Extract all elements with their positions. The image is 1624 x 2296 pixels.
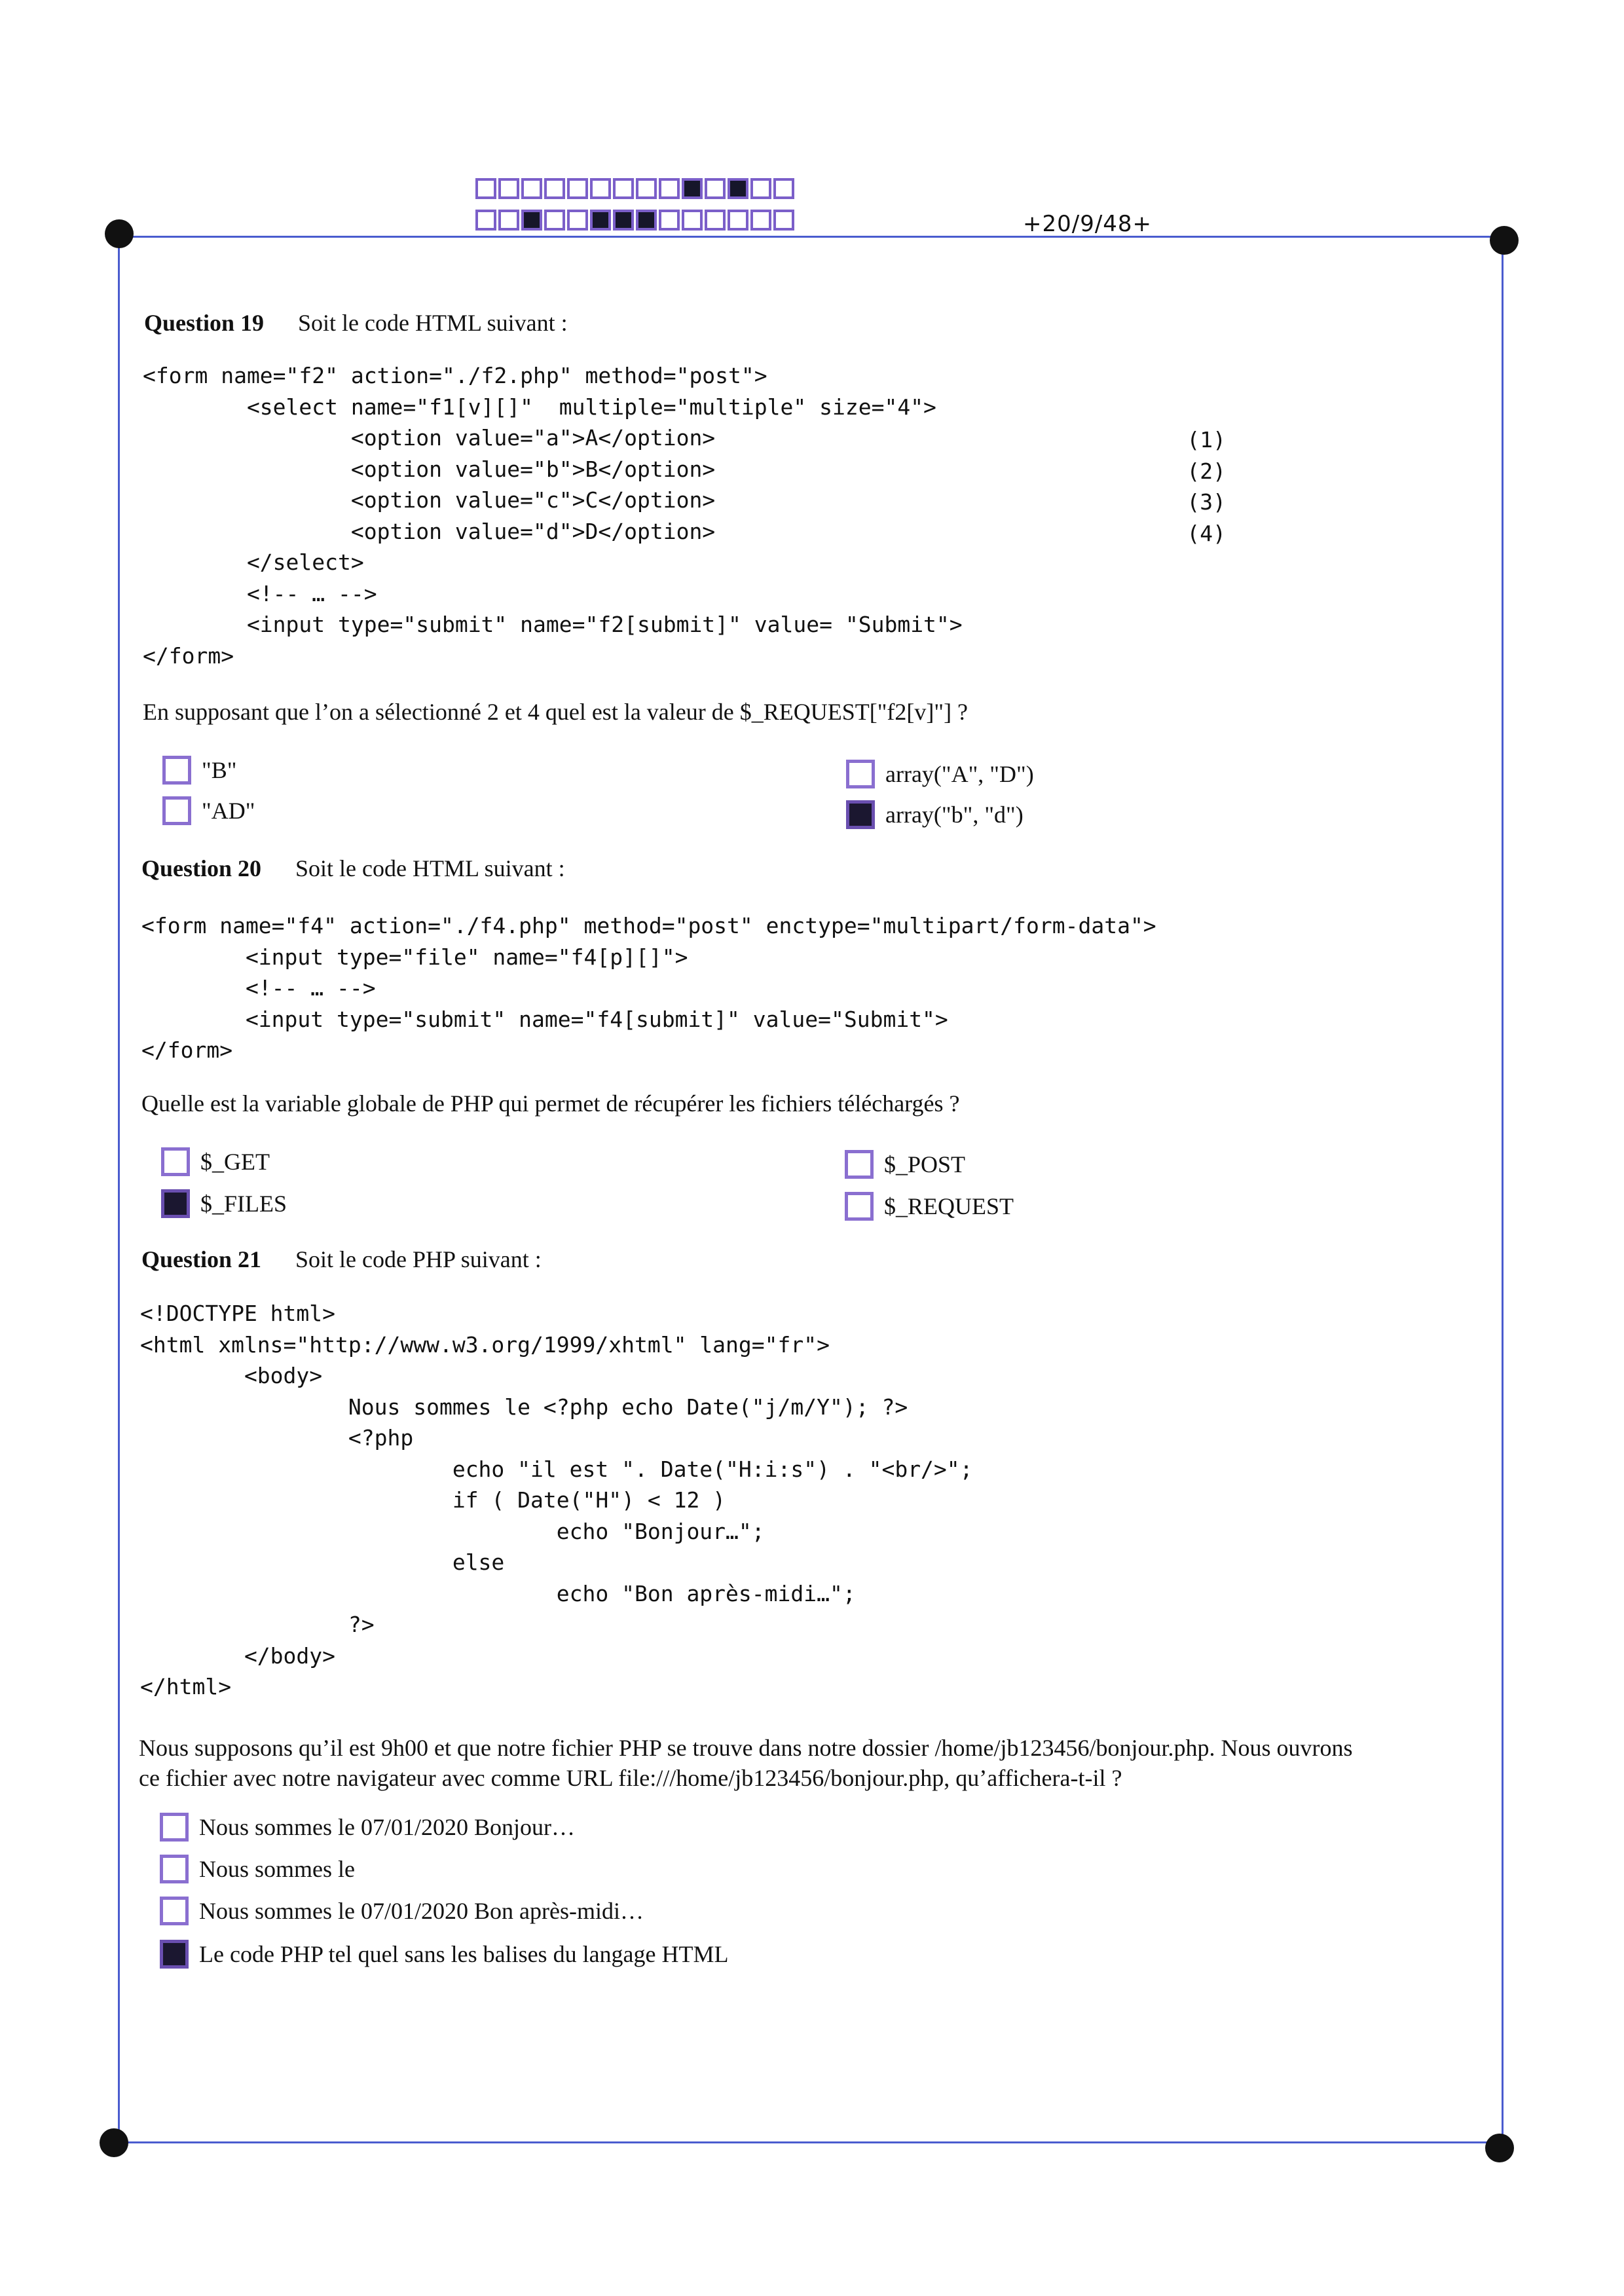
id-grid-cell bbox=[773, 210, 794, 231]
answer-checkbox-checked[interactable] bbox=[846, 800, 875, 829]
answer-checkbox[interactable] bbox=[845, 1192, 874, 1221]
code-line: <input type="submit" name="f4[submit]" value="Submit"> bbox=[141, 1006, 948, 1032]
code-line: <input type="submit" name="f2[submit]" value= "Submit"> bbox=[143, 612, 963, 637]
answer-checkbox[interactable] bbox=[160, 1897, 189, 1925]
answer-label: Nous sommes le 07/01/2020 Bonjour… bbox=[199, 1814, 575, 1840]
frame-top-line bbox=[119, 236, 1505, 238]
code-line: </select> bbox=[143, 549, 364, 575]
id-grid-cell bbox=[498, 210, 519, 231]
code-line: else bbox=[140, 1549, 505, 1575]
question-prompt-line-2: ce fichier avec notre navigateur avec comme URL file:///home/jb123456/bonjour.php, qu’affichera-t-il ? bbox=[139, 1765, 1122, 1791]
code-line: <option value="c">C</option> bbox=[143, 487, 716, 513]
question-20-header bbox=[141, 855, 565, 882]
id-grid-cell-filled bbox=[728, 178, 748, 199]
id-grid-cell bbox=[705, 210, 726, 231]
id-grid-cell-filled bbox=[682, 178, 703, 199]
answer-label: "AD" bbox=[202, 798, 255, 824]
answer-label: array("A", "D") bbox=[885, 761, 1034, 787]
answer-label: $_FILES bbox=[200, 1191, 287, 1217]
question-21-header bbox=[141, 1246, 542, 1273]
corner-marker-bottom-right bbox=[1485, 2134, 1514, 2162]
id-grid-cell bbox=[728, 210, 748, 231]
id-grid-cell bbox=[567, 210, 588, 231]
code-line: <!-- … --> bbox=[143, 580, 377, 606]
id-grid-cell bbox=[521, 178, 542, 199]
answer-label: $_REQUEST bbox=[884, 1193, 1014, 1219]
option-number: (2) bbox=[1187, 458, 1226, 484]
code-line: </body> bbox=[140, 1642, 336, 1669]
id-grid-cell bbox=[659, 210, 680, 231]
answer-label: array("b", "d") bbox=[885, 802, 1024, 828]
question-intro: Soit le code HTML suivant : bbox=[295, 855, 565, 881]
question-19-header bbox=[144, 309, 568, 337]
id-code-grid-row-1 bbox=[475, 178, 794, 199]
code-line: <option value="a">A</option> bbox=[143, 425, 716, 451]
code-line: </form> bbox=[143, 642, 234, 669]
answer-choice[interactable] bbox=[845, 1192, 1014, 1221]
code-line: ?> bbox=[140, 1612, 375, 1637]
code-line: <form name="f4" action="./f4.php" method="post" enctype="multipart/form-data"> bbox=[141, 913, 1156, 938]
id-grid-cell bbox=[636, 178, 657, 199]
code-line: <form name="f2" action="./f2.php" method="post"> bbox=[143, 363, 767, 388]
code-line: <!DOCTYPE html> bbox=[140, 1301, 336, 1326]
id-grid-cell-filled bbox=[521, 210, 542, 231]
id-grid-cell bbox=[773, 178, 794, 199]
answer-checkbox[interactable] bbox=[845, 1150, 874, 1179]
page-id: +20/9/48+ bbox=[1023, 211, 1153, 237]
question-prompt: Quelle est la variable globale de PHP qui permet de récupérer les fichiers téléchargés ? bbox=[141, 1090, 960, 1117]
id-grid-cell bbox=[750, 178, 771, 199]
code-line: <select name="f1[v][]" multiple="multiple" size="4"> bbox=[143, 394, 936, 420]
answer-choice[interactable] bbox=[161, 1189, 287, 1218]
answer-choice[interactable] bbox=[162, 756, 236, 785]
option-number: (1) bbox=[1187, 427, 1226, 453]
answer-checkbox[interactable] bbox=[160, 1813, 189, 1842]
answer-choice[interactable] bbox=[846, 800, 1024, 829]
code-block bbox=[141, 910, 1156, 1066]
answer-choice[interactable] bbox=[162, 796, 255, 825]
id-grid-cell-filled bbox=[636, 210, 657, 231]
answer-checkbox-checked[interactable] bbox=[160, 1940, 189, 1969]
id-grid-cell bbox=[705, 178, 726, 199]
answer-label: Nous sommes le 07/01/2020 Bon après-midi… bbox=[199, 1898, 644, 1924]
id-grid-cell-filled bbox=[613, 210, 634, 231]
frame-right-line bbox=[1502, 239, 1504, 2141]
answer-label: $_POST bbox=[884, 1151, 966, 1177]
answer-checkbox[interactable] bbox=[162, 796, 191, 825]
code-line: <body> bbox=[140, 1363, 323, 1388]
answer-choice[interactable] bbox=[845, 1150, 965, 1179]
question-number: Question 19 bbox=[144, 310, 265, 336]
id-grid-cell bbox=[475, 178, 496, 199]
id-grid-cell bbox=[682, 210, 703, 231]
code-line: <?php bbox=[140, 1425, 414, 1451]
answer-choice[interactable] bbox=[160, 1855, 355, 1883]
id-grid-cell bbox=[659, 178, 680, 199]
code-line: echo "Bon après-midi…"; bbox=[140, 1580, 856, 1606]
code-line: <html xmlns="http://www.w3.org/1999/xhtml" lang="fr"> bbox=[140, 1331, 830, 1358]
answer-choice[interactable] bbox=[160, 1897, 644, 1925]
option-number: (4) bbox=[1187, 521, 1226, 546]
answer-choice[interactable] bbox=[160, 1940, 729, 1969]
code-line: </html> bbox=[140, 1674, 232, 1699]
code-line: <option value="d">D</option> bbox=[143, 518, 716, 544]
answer-label: $_GET bbox=[200, 1149, 270, 1175]
corner-marker-top-left bbox=[105, 219, 134, 248]
id-grid-cell bbox=[613, 178, 634, 199]
code-line: </form> bbox=[141, 1037, 233, 1063]
id-grid-cell bbox=[750, 210, 771, 231]
answer-label: "B" bbox=[202, 757, 237, 783]
corner-marker-bottom-left bbox=[100, 2128, 128, 2157]
option-number: (3) bbox=[1187, 489, 1226, 515]
id-grid-cell bbox=[498, 178, 519, 199]
answer-checkbox[interactable] bbox=[846, 760, 875, 788]
answer-checkbox-checked[interactable] bbox=[161, 1189, 190, 1218]
code-block bbox=[143, 360, 963, 671]
code-block bbox=[140, 1298, 973, 1703]
answer-checkbox[interactable] bbox=[162, 756, 191, 785]
answer-choice[interactable] bbox=[161, 1147, 270, 1176]
frame-left-line bbox=[118, 236, 120, 2143]
code-line: <option value="b">B</option> bbox=[143, 456, 716, 482]
corner-marker-top-right bbox=[1490, 226, 1519, 255]
answer-choice[interactable] bbox=[846, 760, 1034, 788]
question-prompt-line-1: Nous supposons qu’il est 9h00 et que notre fichier PHP se trouve dans notre dossier /home/jb123456/bonjour.php. Nous ouvrons bbox=[139, 1735, 1353, 1761]
id-grid-cell bbox=[475, 210, 496, 231]
code-line: <!-- … --> bbox=[141, 975, 376, 1001]
answer-label: Le code PHP tel quel sans les balises du langage HTML bbox=[199, 1941, 729, 1967]
id-grid-cell bbox=[544, 178, 565, 199]
question-number: Question 21 bbox=[141, 1246, 262, 1272]
question-number: Question 20 bbox=[141, 855, 262, 881]
frame-bottom-line bbox=[114, 2141, 1500, 2143]
question-intro: Soit le code PHP suivant : bbox=[295, 1246, 542, 1272]
id-grid-cell bbox=[544, 210, 565, 231]
id-code-grid-row-2 bbox=[475, 210, 794, 231]
answer-checkbox[interactable] bbox=[160, 1855, 189, 1883]
code-line: if ( Date("H") < 12 ) bbox=[140, 1487, 726, 1513]
code-line: echo "Bonjour…"; bbox=[140, 1518, 765, 1544]
code-line: <input type="file" name="f4[p][]"> bbox=[141, 944, 688, 970]
answer-checkbox[interactable] bbox=[161, 1147, 190, 1176]
code-line: echo "il est ". Date("H:i:s") . "<br/>"; bbox=[140, 1456, 973, 1482]
answer-label: Nous sommes le bbox=[199, 1856, 355, 1882]
question-intro: Soit le code HTML suivant : bbox=[298, 310, 568, 336]
id-grid-cell-filled bbox=[590, 210, 611, 231]
answer-choice[interactable] bbox=[160, 1813, 575, 1842]
question-prompt: En supposant que l’on a sélectionné 2 et 4 quel est la valeur de $_REQUEST["f2[v]"] ? bbox=[143, 699, 969, 725]
id-grid-cell bbox=[590, 178, 611, 199]
id-grid-cell bbox=[567, 178, 588, 199]
code-line: Nous sommes le <?php echo Date("j/m/Y"); ?> bbox=[140, 1394, 908, 1420]
